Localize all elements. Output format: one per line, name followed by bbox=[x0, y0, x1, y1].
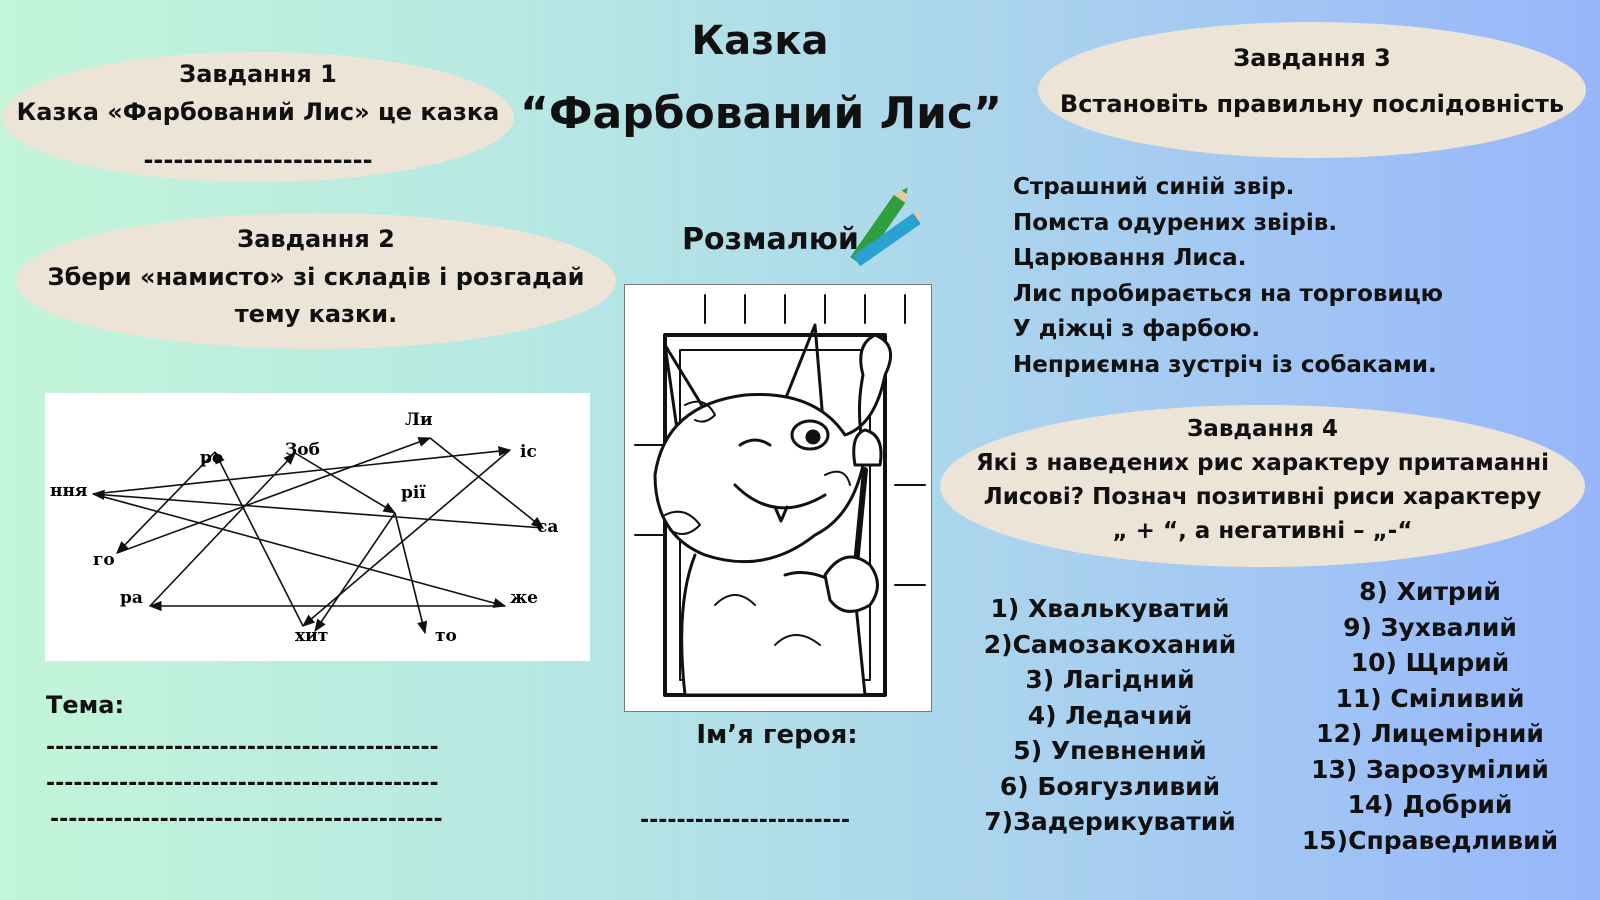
syllable-zob: Зоб bbox=[285, 440, 320, 460]
syllable-is: іс bbox=[520, 442, 537, 462]
trait-item[interactable]: 6) Боягузливий bbox=[999, 771, 1221, 801]
trait-item[interactable]: 10) Щирий bbox=[1350, 648, 1510, 677]
coloring-label: Розмалюй bbox=[682, 222, 859, 257]
task1-text: Казка «Фарбований Лис» це казка bbox=[16, 98, 500, 126]
syllable-ro: ро bbox=[200, 448, 224, 468]
task2-title: Завдання 2 bbox=[237, 225, 395, 253]
traits-right-list bbox=[1295, 574, 1565, 858]
trait-item[interactable]: 14) Добрий bbox=[1347, 790, 1513, 819]
trait-item[interactable]: 15)Справедливий bbox=[1301, 825, 1559, 855]
trait-item[interactable]: 4) Ледачий bbox=[1027, 700, 1193, 730]
task4-text-line1: Які з наведених рис характеру притаманні bbox=[975, 450, 1550, 476]
task2-text-line1: Збери «намисто» зі складів і розгадай bbox=[47, 263, 585, 291]
syllable-puzzle-diagram bbox=[45, 393, 590, 661]
task4-text-line3: „ + “, а негативні – „-“ bbox=[1112, 518, 1413, 544]
story-item: Лис пробирається на торговицю bbox=[1013, 280, 1444, 307]
syllable-to: то bbox=[435, 626, 457, 646]
trait-item[interactable]: 2)Самозакоханий bbox=[983, 629, 1237, 659]
syllable-go: го bbox=[93, 550, 115, 570]
task1-blank[interactable]: ----------------------- bbox=[143, 146, 373, 174]
hero-name-blank[interactable]: ----------------------- bbox=[640, 808, 851, 833]
arrow-line bbox=[117, 438, 430, 553]
story-sequence-list bbox=[1013, 170, 1443, 383]
theme-blank-3[interactable]: ------------------------------------------- bbox=[50, 807, 443, 832]
arrow-line bbox=[315, 513, 395, 631]
syllable-zhe: же bbox=[510, 588, 538, 608]
task3-title: Завдання 3 bbox=[1233, 44, 1391, 72]
title-line-1: Казка bbox=[691, 18, 829, 64]
trait-item[interactable]: 11) Сміливий bbox=[1335, 683, 1525, 713]
task4-title: Завдання 4 bbox=[1186, 416, 1339, 442]
trait-item[interactable]: 3) Лагідний bbox=[1025, 665, 1195, 694]
pencils-icon bbox=[838, 185, 920, 285]
task4-text-line2: Лисові? Познач позитивні риси характеру bbox=[983, 484, 1542, 510]
story-item: Царювання Лиса. bbox=[1013, 245, 1247, 271]
trait-item[interactable]: 7)Задерикуватий bbox=[984, 807, 1236, 836]
trait-item[interactable]: 9) Зухвалий bbox=[1343, 612, 1517, 642]
theme-blank-1[interactable]: ------------------------------------------- bbox=[46, 735, 439, 760]
story-item: У діжці з фарбою. bbox=[1013, 316, 1261, 342]
story-item: Неприємна зустріч із собаками. bbox=[1013, 351, 1437, 378]
syllable-khyt: хит bbox=[295, 626, 329, 646]
trait-item[interactable]: 5) Упевнений bbox=[1013, 736, 1207, 765]
hero-name-label: Ім’я героя: bbox=[696, 720, 858, 750]
traits-left-list bbox=[975, 591, 1245, 840]
fox-coloring-image bbox=[624, 284, 932, 712]
arrow-line bbox=[93, 494, 505, 606]
syllable-ly: Ли bbox=[405, 410, 433, 430]
trait-item[interactable]: 12) Лицемірний bbox=[1316, 719, 1544, 748]
arrow-line bbox=[150, 453, 295, 606]
story-item: Помста одурених звірів. bbox=[1013, 209, 1338, 236]
arrow-line bbox=[295, 453, 395, 513]
syllable-puzzle bbox=[45, 393, 590, 661]
task2-text-line2: тему казки. bbox=[234, 300, 398, 328]
trait-item[interactable]: 8) Хитрий bbox=[1359, 577, 1501, 606]
trait-item[interactable]: 13) Зарозумілий bbox=[1311, 754, 1549, 784]
task1-title: Завдання 1 bbox=[179, 60, 337, 88]
theme-label: Тема: bbox=[46, 691, 125, 719]
syllable-ra: ра bbox=[120, 588, 143, 608]
trait-item[interactable]: 1) Хвалькуватий bbox=[990, 594, 1230, 623]
arrow-line bbox=[395, 513, 425, 633]
task3-text: Встановіть правильну послідовність bbox=[1059, 90, 1565, 118]
syllable-rii: рії bbox=[401, 483, 426, 503]
story-item: Страшний синій звір. bbox=[1013, 174, 1295, 200]
syllable-nnia: ння bbox=[50, 481, 88, 501]
theme-blank-2[interactable]: ------------------------------------------- bbox=[46, 771, 439, 796]
arrow-line bbox=[93, 494, 543, 528]
title-line-2: “Фарбований Лис” bbox=[520, 88, 1002, 139]
syllable-sa: са bbox=[537, 517, 559, 537]
